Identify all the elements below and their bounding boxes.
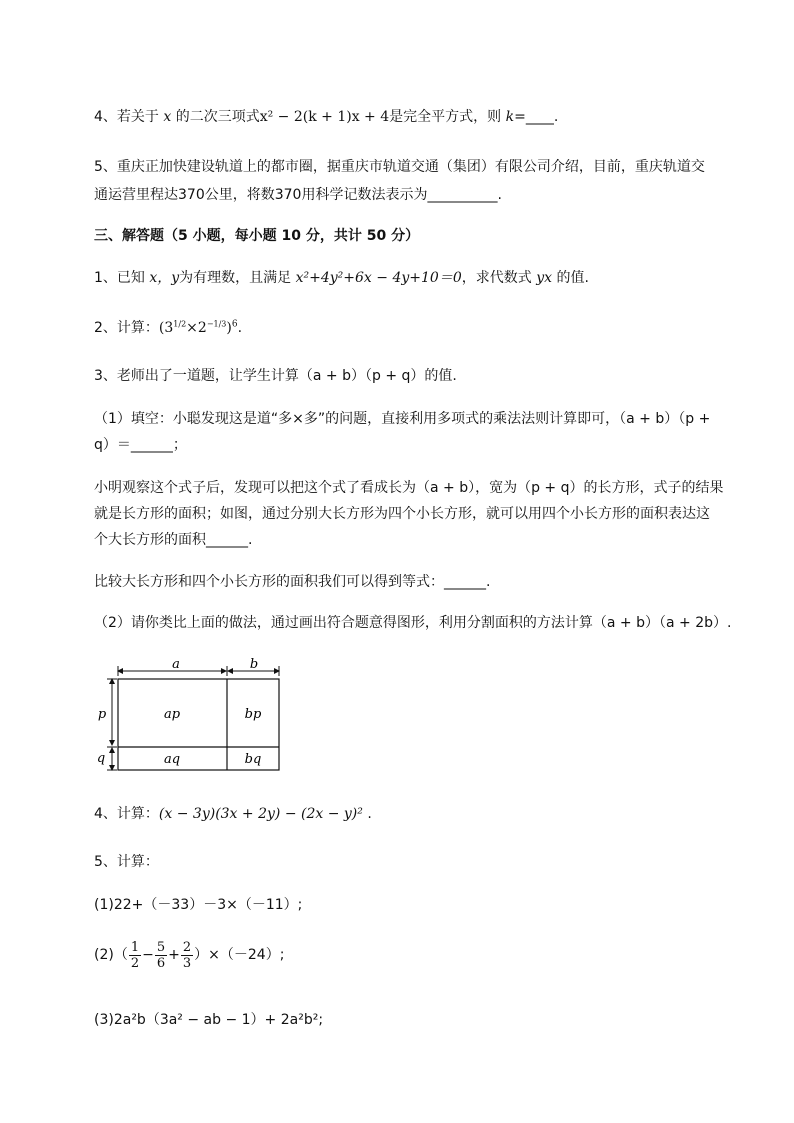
- problem-3-paragraph-line-3: 个大长方形的面积______.: [94, 532, 253, 548]
- q4-blank: =____.: [514, 109, 559, 125]
- p2-exponent-3: 6: [231, 319, 238, 330]
- fill-question-4: [94, 107, 558, 127]
- problem-3-compare: 比较大长方形和四个小长方形的面积我们可以得到等式：______.: [94, 574, 491, 590]
- p1-suffix: ，求代数式: [461, 270, 537, 286]
- fill-question-5-line-2: 通运营里程达370公里，将数370用科学记数法表示为__________.: [94, 187, 502, 203]
- fraction-one-half: $\frac{1}{2}$: [130, 939, 140, 971]
- p1-end: 的值.: [552, 270, 589, 286]
- label-q: q: [96, 751, 106, 766]
- p1-expression: x²+4y²+6x − 4y+10＝0: [295, 270, 462, 286]
- p1-mid: 为有理数，且满足: [179, 270, 296, 286]
- q4-expression: x² − 2(k + 1)x + 4: [259, 109, 390, 125]
- problem-2: [94, 318, 242, 338]
- cell-bp: bp: [244, 707, 262, 722]
- p2-times: ×2: [186, 320, 207, 336]
- p2-exponent-1: 1/2: [173, 319, 187, 329]
- p1-prefix: 1、已知: [94, 270, 150, 286]
- p5-item-2-op-1: −: [142, 947, 154, 963]
- problem-5-heading: 5、计算：: [94, 854, 159, 870]
- p4-prefix: 4、计算：: [94, 806, 159, 822]
- p1-vars: x，y: [149, 270, 180, 286]
- p2-close: ): [226, 320, 232, 336]
- problem-5-item-3: (3)2a²b（3a² − ab − 1）+ 2a²b²;: [94, 1012, 324, 1028]
- p2-end: .: [237, 320, 243, 336]
- problem-5-item-1: (1)22+（－33）－3×（－11）;: [94, 897, 303, 913]
- section-heading: 三、解答题（5 小题，每小题 10 分，共计 50 分）: [94, 228, 420, 244]
- problem-3-part-2: （2）请你类比上面的做法，通过画出符合题意得图形，利用分割面积的方法计算（a + b）（a + 2b）.: [94, 615, 732, 631]
- problem-3-part-1-line-2: q）＝______；: [94, 437, 187, 453]
- problem-3-paragraph-line-2: 就是长方形的面积；如图，通过分别大长方形为四个小长方形，就可以用四个小长方形的面积表达这: [94, 506, 710, 522]
- area-diagram: [94, 652, 294, 780]
- q4-var-k: k: [505, 109, 515, 125]
- q4-var-x: x: [163, 109, 172, 125]
- problem-3-intro: 3、老师出了一道题，让学生计算（a + b）（p + q）的值.: [94, 368, 457, 384]
- fraction-five-sixths: $\frac{5}{6}$: [156, 939, 166, 971]
- p1-target: yx: [536, 270, 552, 286]
- label-b: b: [249, 657, 259, 672]
- p2-exponent-2: −1/3: [206, 319, 227, 329]
- p2-prefix: 2、计算：: [94, 320, 159, 336]
- p5-item-2-prefix: (2)（: [94, 947, 128, 963]
- label-a: a: [172, 657, 180, 672]
- p4-end: .: [362, 806, 372, 822]
- problem-3-paragraph-line-1: 小明观察这个式子后，发现可以把这个式了看成长为（a + b），宽为（p + q）的长方形，式子的结果: [94, 480, 724, 496]
- q4-prefix: 4、若关于: [94, 109, 164, 125]
- q4-suffix: 是完全平方式，则: [389, 109, 506, 125]
- problem-1: [94, 268, 589, 288]
- label-p: p: [97, 707, 107, 722]
- p4-expression: (x − 3y)(3x + 2y) − (2x − y)²: [158, 806, 363, 822]
- p2-base-1: (3: [158, 320, 174, 336]
- cell-aq: aq: [163, 752, 181, 767]
- cell-bq: bq: [244, 752, 262, 767]
- cell-ap: ap: [163, 707, 181, 722]
- p5-item-2-op-2: +: [168, 947, 180, 963]
- problem-5-item-2: [94, 936, 284, 974]
- problem-3-part-1-line-1: （1）填空：小聪发现这是道“多×多”的问题，直接利用多项式的乘法法则计算即可，（a + b）（p +: [94, 411, 711, 427]
- fill-question-5-line-1: 5、重庆正加快建设轨道上的都市圈，据重庆市轨道交通（集团）有限公司介绍，目前，重庆轨道交: [94, 159, 705, 175]
- problem-4: [94, 804, 372, 824]
- q4-mid: 的二次三项式: [171, 109, 260, 125]
- fraction-two-thirds: $\frac{2}{3}$: [182, 939, 192, 971]
- p5-item-2-suffix: ）×（－24）;: [194, 947, 285, 963]
